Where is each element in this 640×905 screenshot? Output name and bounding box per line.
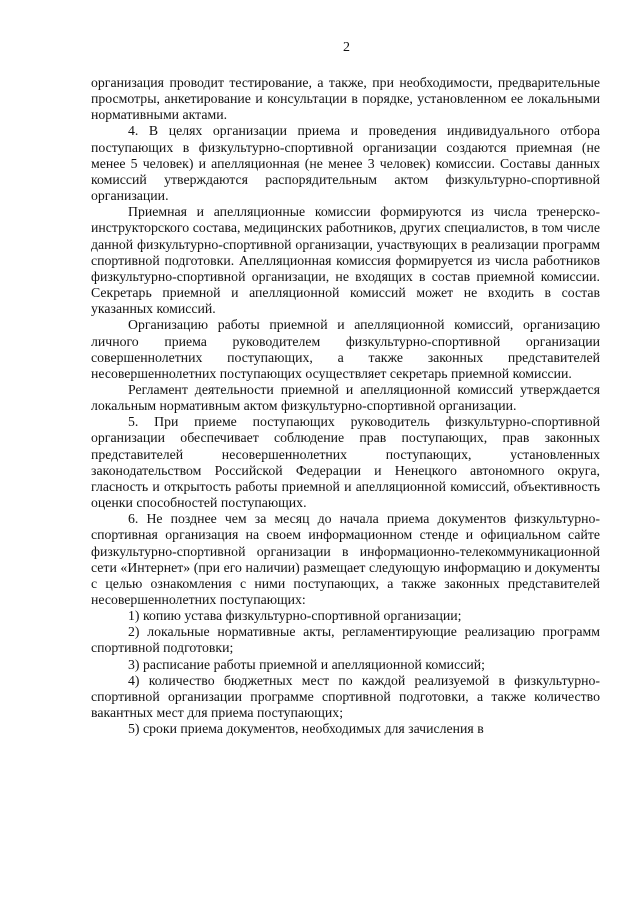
list-item-4: 4) количество бюджетных мест по каждой реализуемой в физкультурно-спортивной организации программе спортивной подготовки, а также количество вакантных мест для приема поступающих; [91,672,600,721]
list-item-2: 2) локальные нормативные акты, регламентирующие реализацию программ спортивной подготовки; [91,624,600,656]
paragraph-commission-composition: Приемная и апелляционные комиссии формируются из числа тренерско-инструкторского состава, медицинских работников, других специалистов, в том числе данной физкультурно-спортивной организации, участвующих в реализации программ спортивной подготовки. Апелляционная комиссия формируется из числа работников физкультурно-спортивной организации, не входящих в состав приемной комиссии. Секретарь приемной и апелляционной комиссий может не входить в состав указанных комиссий. [91,204,600,317]
list-item-3: 3) расписание работы приемной и апелляционной комиссий; [128,656,485,672]
document-body [91,75,600,737]
paragraph-commission-organization: Организацию работы приемной и апелляционной комиссий, организацию личного приема руководителем физкультурно-спортивной организации совершеннолетних поступающих, а также законных представителей несовершеннолетних поступающих осуществляет секретарь приемной комиссии. [91,317,600,381]
paragraph-item-6: 6. Не позднее чем за месяц до начала приема документов физкультурно-спортивная организация на своем информационном стенде и официальном сайте физкультурно-спортивной организации в информационно-телекоммуникационной сети «Интернет» (при его наличии) размещает следующую информацию и документы с целью ознакомления с ними поступающих, а также законных представителей несовершеннолетних поступающих: [91,511,600,607]
paragraph-item-4: 4. В целях организации приема и проведения индивидуального отбора поступающих в физкультурно-спортивной организации создаются приемная (не менее 5 человек) и апелляционная (не менее 3 человек) комиссии. Составы данных комиссий утверждаются распорядительным актом физкультурно-спортивной организации. [91,123,600,204]
paragraph-continuation: организация проводит тестирование, а также, при необходимости, предварительные просмотры, анкетирование и консультации в порядке, установленном ее локальными нормативными актами. [91,75,600,123]
list-item-1: 1) копию устава физкультурно-спортивной организации; [128,608,462,624]
paragraph-item-5: 5. При приеме поступающих руководитель физкультурно-спортивной организации обеспечивает соблюдение прав поступающих, прав законных представителей несовершеннолетних поступающих, установленных законодательством Российской Федерации и Ненецкого автономного округа, гласность и открытость работы приемной и апелляционной комиссий, объективность оценки способностей поступающих. [91,414,600,511]
paragraph-regulation: Регламент деятельности приемной и апелляционной комиссий утверждается локальным нормативным актом физкультурно-спортивной организации. [91,381,600,414]
page-number: 2 [343,40,350,55]
list-item-5: 5) сроки приема документов, необходимых для зачисления в [128,721,484,737]
